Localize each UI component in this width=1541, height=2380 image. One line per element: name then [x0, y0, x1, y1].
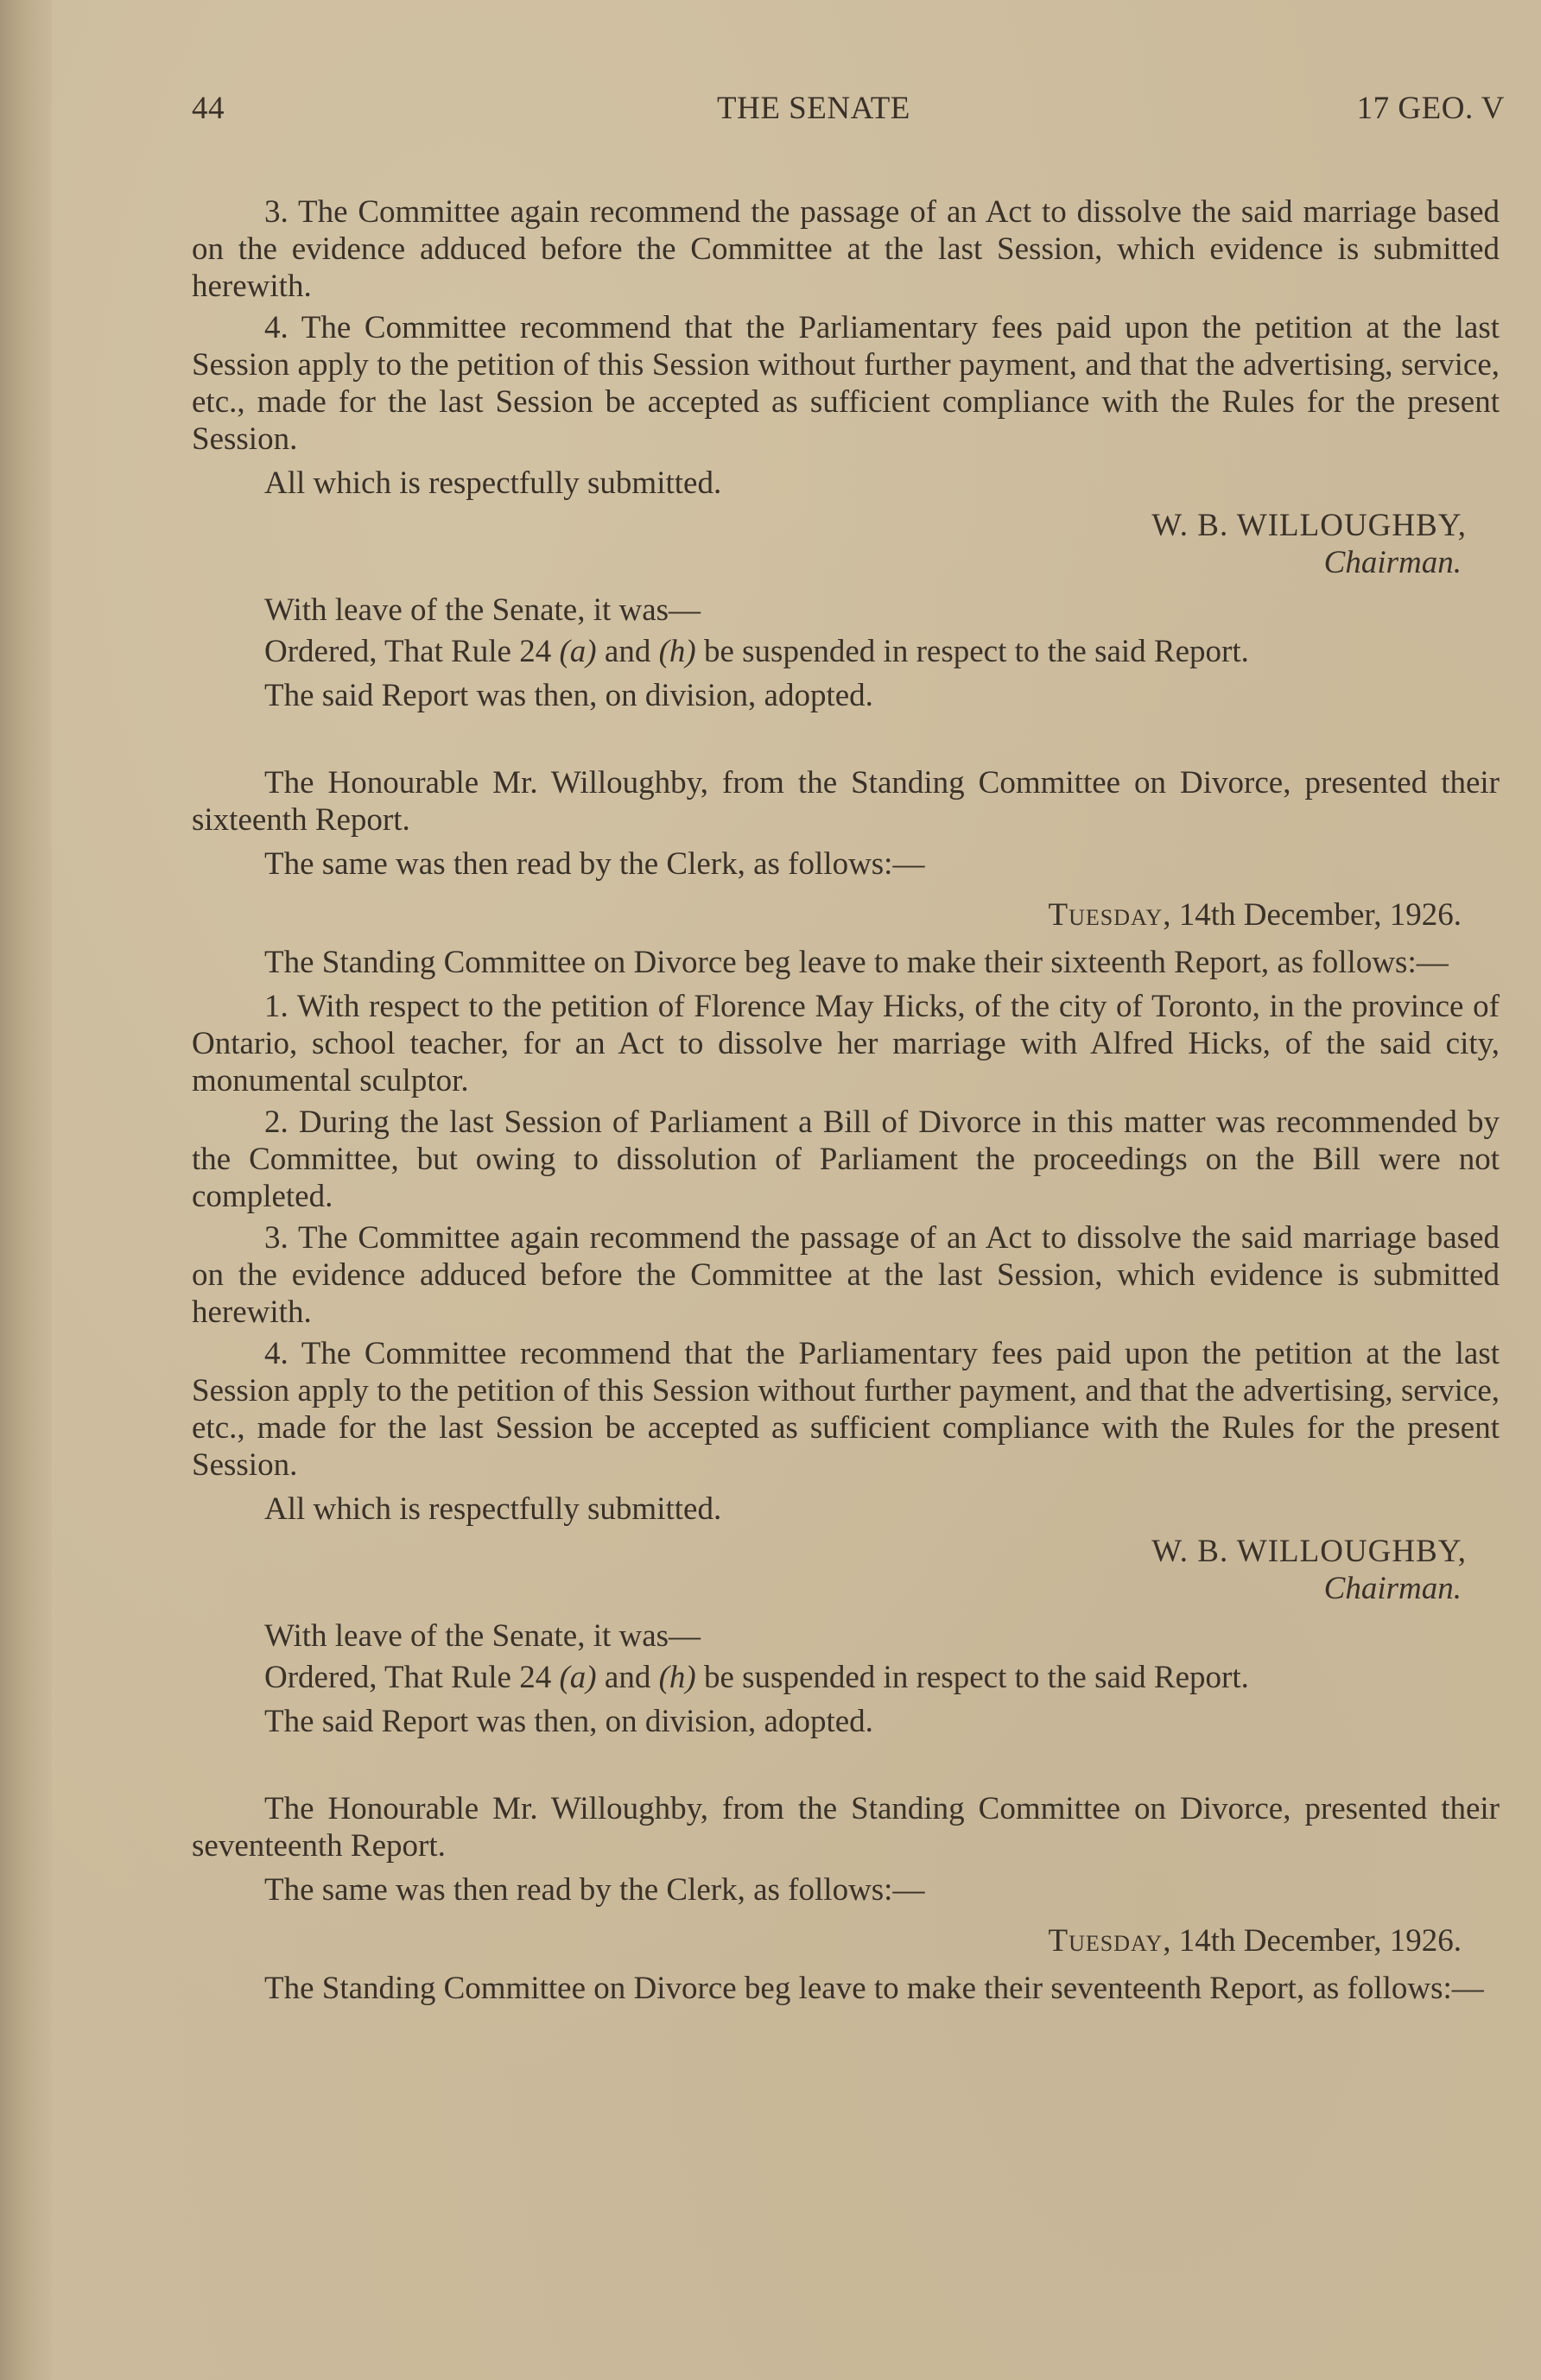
report-intro-seventeenth: The Honourable Mr. Willoughby, from the Standing Committee on Divorce, presented their seventeenth Report.	[192, 1791, 1500, 1864]
adopted-line: The said Report was then, on division, adopted.	[264, 678, 873, 713]
report-intro-sixteenth: The Honourable Mr. Willoughby, from the Standing Committee on Divorce, presented their sixteenth Report.	[192, 765, 1500, 838]
paragraph-4: 4. The Committee recommend that the Parliamentary fees paid upon the petition at the last Session apply to the petition of this Session without further payment, and that the advertising, service, etc., made for the last Session be accepted as sufficient compliance with the Rules for the present Session.	[192, 1336, 1500, 1483]
read-by-clerk: The same was then read by the Clerk, as follows:—	[264, 846, 925, 882]
submitted-line: All which is respectfully submitted.	[264, 465, 722, 501]
ordered-motion: Ordered, That Rule 24 (a) and (h) be suspended in respect to the said Report.	[264, 1660, 1249, 1695]
report-lead: The Standing Committee on Divorce beg leave to make their seventeenth Report, as follows:—	[264, 1971, 1484, 2006]
report-date: Tuesday, 14th December, 1926.	[1048, 1923, 1462, 1959]
chairman-title: Chairman.	[1323, 1571, 1462, 1606]
running-header	[192, 90, 1505, 133]
paragraph-4: 4. The Committee recommend that the Parliamentary fees paid upon the petition at the last Session apply to the petition of this Session without further payment, and that the advertising, service, etc., made for the last Session be accepted as sufficient compliance with the Rules for the present Session.	[192, 310, 1500, 457]
read-by-clerk: The same was then read by the Clerk, as follows:—	[264, 1872, 925, 1908]
ordered-motion: Ordered, That Rule 24 (a) and (h) be suspended in respect to the said Report.	[264, 634, 1249, 669]
chairman-signature: W. B. WILLOUGHBY,	[1151, 1534, 1467, 1569]
adopted-line: The said Report was then, on division, adopted.	[264, 1704, 873, 1739]
leave-line: With leave of the Senate, it was—	[264, 592, 701, 628]
page-binding-edge	[0, 0, 52, 2380]
paragraph-3: 3. The Committee again recommend the passage of an Act to dissolve the said marriage based on the evidence adduced before the Committee at the last Session, which evidence is submitted herewith.	[192, 194, 1500, 304]
regnal-year: 17 GEO. V	[1356, 91, 1505, 126]
running-title: THE SENATE	[717, 91, 910, 126]
leave-line: With leave of the Senate, it was—	[264, 1618, 701, 1654]
chairman-title: Chairman.	[1323, 545, 1462, 580]
submitted-line: All which is respectfully submitted.	[264, 1491, 722, 1527]
page-number: 44	[192, 91, 225, 126]
page-body	[192, 193, 1500, 2007]
chairman-signature: W. B. WILLOUGHBY,	[1151, 508, 1467, 543]
report-date: Tuesday, 14th December, 1926.	[1048, 897, 1462, 933]
paragraph-2: 2. During the last Session of Parliament a Bill of Divorce in this matter was recommended by the Committee, but owing to dissolution of Parliament the proceedings on the Bill were not completed.	[192, 1105, 1500, 1214]
paragraph-1: 1. With respect to the petition of Florence May Hicks, of the city of Toronto, in the province of Ontario, school teacher, for an Act to dissolve her marriage with Alfred Hicks, of the said city, monumental sculptor.	[192, 989, 1500, 1098]
report-lead: The Standing Committee on Divorce beg leave to make their sixteenth Report, as follows:—	[264, 945, 1449, 980]
paragraph-3: 3. The Committee again recommend the passage of an Act to dissolve the said marriage based on the evidence adduced before the Committee at the last Session, which evidence is submitted herewith.	[192, 1220, 1500, 1330]
